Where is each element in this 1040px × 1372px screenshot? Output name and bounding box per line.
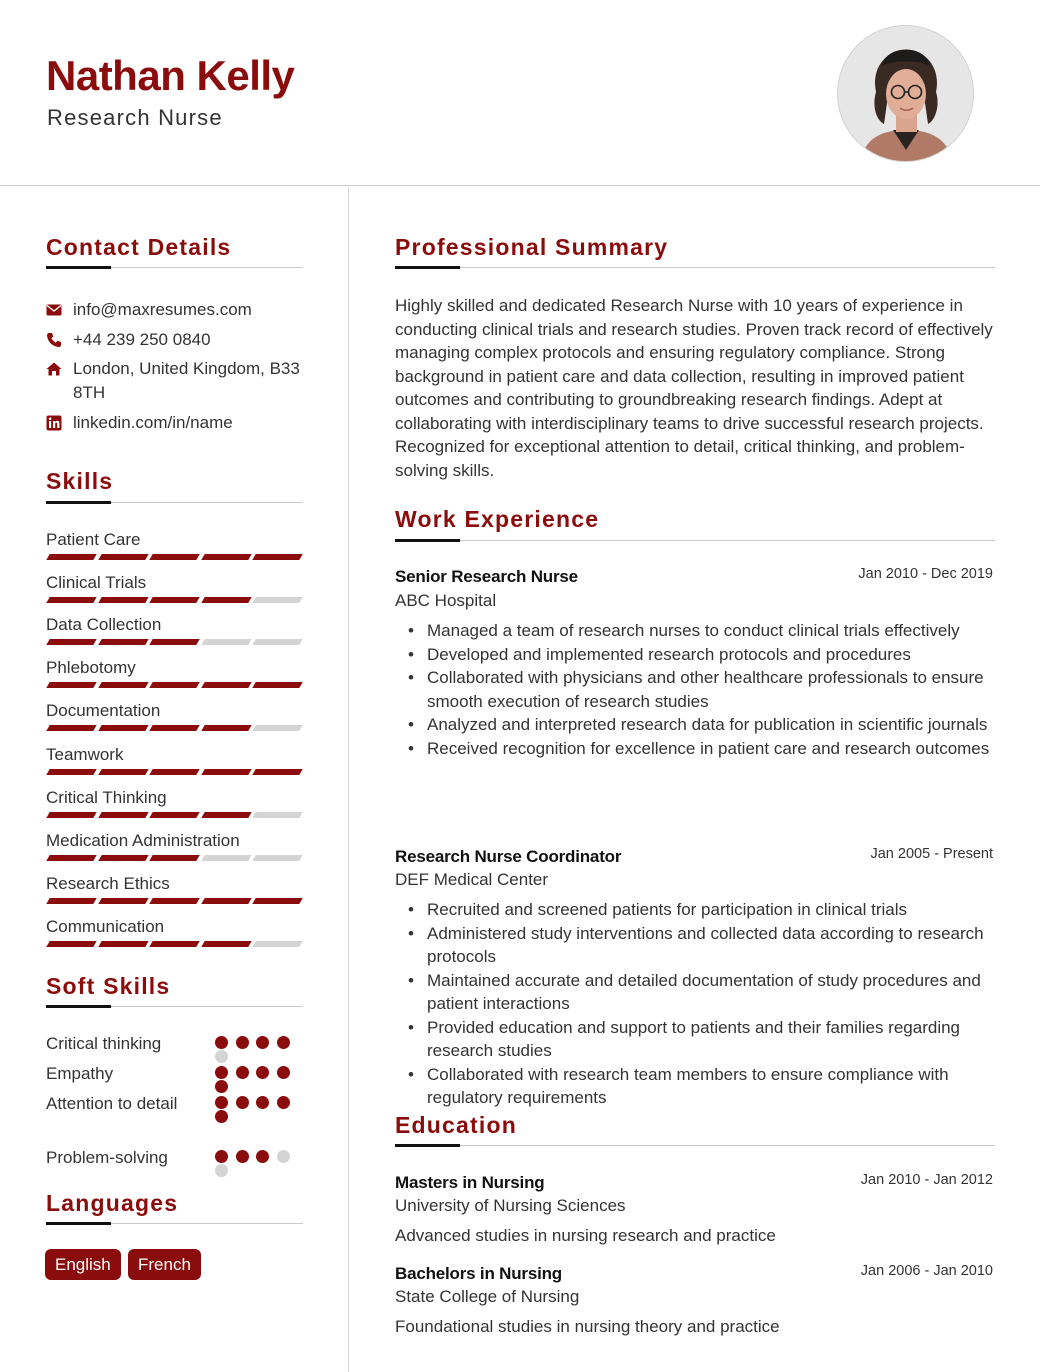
skill-bar-filled (149, 725, 199, 731)
contact-accent (46, 266, 111, 269)
rating-dot-filled (215, 1110, 228, 1123)
job-bullet: • Maintained accurate and detailed documentation of study procedures and patient interactions (395, 969, 995, 1016)
skill-bar-filled (98, 769, 148, 775)
phone-icon (46, 332, 62, 348)
skill-bar-filled (98, 898, 148, 904)
job-bullet: • Collaborated with research team members to ensure compliance with regulatory requirements (395, 1063, 995, 1110)
skill-bar-filled (98, 812, 148, 818)
skill-name: Teamwork (46, 745, 124, 764)
profile-photo (837, 25, 974, 162)
education-description: Advanced studies in nursing research and practice (395, 1226, 776, 1245)
skill-name: Documentation (46, 701, 161, 720)
rating-dot-empty (215, 1164, 228, 1177)
job-dates: Jan 2005 - Present (870, 846, 993, 862)
skill-bar-filled (201, 941, 251, 947)
skill-bar-filled (98, 941, 148, 947)
skill-bar-empty (201, 855, 251, 861)
skill-bar-filled (149, 554, 199, 560)
resume-header (0, 0, 1040, 186)
skill-bar-filled (98, 725, 148, 731)
contact-address: London, United Kingdom, B33 8TH (73, 359, 300, 402)
skill-bar-filled (46, 898, 96, 904)
contact-phone[interactable]: +44 239 250 0840 (73, 330, 211, 349)
skill-name: Data Collection (46, 615, 162, 634)
skill-bar-filled (46, 855, 96, 861)
summary-accent (395, 266, 460, 269)
education-dates: Jan 2010 - Jan 2012 (860, 1172, 993, 1188)
job-bullet: • Analyzed and interpreted research data for publication in scientific journals (395, 713, 995, 737)
job-bullet: • Administered study interventions and collected data according to research protocols (395, 922, 995, 969)
rating-dot-filled (256, 1096, 269, 1109)
rating-dot-filled (236, 1066, 249, 1079)
skill-bar-filled (201, 554, 251, 560)
job-bullet-list (395, 619, 995, 760)
skill-name: Communication (46, 917, 165, 936)
skills-title: Skills (46, 468, 114, 494)
skill-bar-filled (149, 682, 199, 688)
education-title: Education (395, 1112, 517, 1138)
skill-rating-bars (46, 855, 302, 861)
person-portrait-icon (838, 26, 974, 162)
skill-bar-filled (201, 725, 251, 731)
skill-rating-bars (46, 898, 302, 904)
skills-accent (46, 501, 111, 504)
soft-skill-name: Attention to detail (46, 1094, 178, 1113)
skill-rating-bars (46, 812, 302, 818)
job-bullet-list (395, 898, 995, 1110)
skill-bar-filled (149, 597, 199, 603)
job-title: Senior Research Nurse (395, 567, 578, 586)
skill-bar-filled (46, 941, 96, 947)
rating-dot-filled (215, 1080, 228, 1093)
experience-accent (395, 539, 460, 542)
languages-title: Languages (46, 1190, 179, 1216)
rating-dot-filled (215, 1036, 228, 1049)
job-bullet: • Developed and implemented research protocols and procedures (395, 643, 995, 667)
skill-item (46, 916, 302, 938)
skill-bar-filled (98, 639, 148, 645)
skill-bar-empty (252, 941, 302, 947)
skill-bar-empty (252, 725, 302, 731)
language-tag: French (128, 1249, 201, 1280)
skill-bar-filled (149, 639, 199, 645)
skill-bar-filled (149, 812, 199, 818)
rating-dot-filled (215, 1096, 228, 1109)
rating-dot-filled (215, 1066, 228, 1079)
rating-dot-filled (236, 1036, 249, 1049)
skill-item (46, 787, 302, 809)
education-divider (395, 1145, 995, 1146)
education-degree: Masters in Nursing (395, 1173, 545, 1192)
skill-rating-bars (46, 941, 302, 947)
skill-bar-filled (46, 812, 96, 818)
soft-skills-accent (46, 1005, 111, 1008)
skill-name: Phlebotomy (46, 658, 136, 677)
skill-rating-bars (46, 682, 302, 688)
summary-title: Professional Summary (395, 234, 669, 260)
skill-bar-filled (46, 725, 96, 731)
job-organization: DEF Medical Center (395, 870, 549, 889)
skill-item (46, 529, 302, 551)
skill-rating-bars (46, 554, 302, 560)
languages-accent (46, 1222, 111, 1225)
skill-item (46, 873, 302, 895)
skill-bar-filled (98, 554, 148, 560)
home-icon (46, 361, 62, 377)
experience-divider (395, 540, 995, 541)
rating-dot-filled (277, 1096, 290, 1109)
skill-bar-filled (252, 554, 302, 560)
rating-dot-filled (256, 1150, 269, 1163)
skill-bar-filled (98, 855, 148, 861)
education-school: State College of Nursing (395, 1287, 580, 1306)
skill-bar-empty (201, 639, 251, 645)
soft-skill-name: Empathy (46, 1064, 114, 1083)
skill-rating-bars (46, 639, 302, 645)
skill-name: Research Ethics (46, 874, 170, 893)
job-bullet: • Recruited and screened patients for participation in clinical trials (395, 898, 995, 922)
rating-dot-empty (215, 1050, 228, 1063)
candidate-name: Nathan Kelly (46, 52, 295, 99)
education-accent (395, 1144, 460, 1147)
education-description: Foundational studies in nursing theory and practice (395, 1317, 780, 1336)
skill-item (46, 657, 302, 679)
rating-dot-empty (277, 1150, 290, 1163)
skill-bar-filled (46, 769, 96, 775)
education-degree: Bachelors in Nursing (395, 1264, 562, 1283)
job-bullet: • Provided education and support to patients and their families regarding research studies (395, 1016, 995, 1063)
skill-bar-empty (252, 855, 302, 861)
column-divider (348, 187, 349, 1372)
skill-name: Clinical Trials (46, 573, 147, 592)
job-title: Research Nurse Coordinator (395, 847, 622, 866)
skill-bar-filled (46, 639, 96, 645)
skill-bar-filled (149, 898, 199, 904)
soft-skill-name: Problem-solving (46, 1148, 168, 1167)
rating-dot-filled (256, 1066, 269, 1079)
job-organization: ABC Hospital (395, 591, 497, 610)
skill-bar-filled (46, 597, 96, 603)
experience-title: Work Experience (395, 506, 600, 532)
skill-bar-filled (252, 898, 302, 904)
rating-dot-filled (215, 1150, 228, 1163)
soft-skill-name: Critical thinking (46, 1034, 162, 1053)
skill-name: Patient Care (46, 530, 141, 549)
skill-bar-filled (98, 597, 148, 603)
skill-name: Medication Administration (46, 831, 240, 850)
skill-rating-bars (46, 597, 302, 603)
soft-skills-title: Soft Skills (46, 973, 171, 999)
skill-item (46, 572, 302, 594)
skill-bar-filled (252, 682, 302, 688)
envelope-icon (46, 302, 62, 318)
skill-bar-filled (149, 855, 199, 861)
skill-bar-filled (201, 769, 251, 775)
skill-bar-filled (201, 812, 251, 818)
candidate-role: Research Nurse (47, 105, 223, 130)
skill-item (46, 830, 302, 852)
skill-name: Critical Thinking (46, 788, 167, 807)
skill-rating-bars (46, 725, 302, 731)
linkedin-icon (46, 415, 62, 431)
skill-bar-filled (201, 597, 251, 603)
skill-bar-filled (252, 769, 302, 775)
summary-divider (395, 267, 995, 268)
skill-item (46, 700, 302, 722)
contact-title: Contact Details (46, 234, 232, 260)
education-dates: Jan 2006 - Jan 2010 (860, 1263, 993, 1279)
language-tag: English (45, 1249, 121, 1280)
rating-dot-filled (236, 1096, 249, 1109)
job-bullet: • Received recognition for excellence in patient care and research outcomes (395, 737, 995, 761)
rating-dot-filled (256, 1036, 269, 1049)
skill-bar-empty (252, 597, 302, 603)
skill-bar-filled (46, 682, 96, 688)
skill-item (46, 614, 302, 636)
skill-bar-empty (252, 812, 302, 818)
skill-bar-filled (201, 898, 251, 904)
skill-bar-filled (149, 941, 199, 947)
skill-bar-filled (98, 682, 148, 688)
rating-dot-filled (277, 1036, 290, 1049)
skill-item (46, 744, 302, 766)
skill-bar-filled (201, 682, 251, 688)
job-bullet: • Managed a team of research nurses to conduct clinical trials effectively (395, 619, 995, 643)
skill-bar-filled (46, 554, 96, 560)
education-school: University of Nursing Sciences (395, 1196, 626, 1215)
contact-email[interactable]: info@maxresumes.com (73, 300, 252, 319)
job-dates: Jan 2010 - Dec 2019 (858, 566, 993, 582)
summary-text: Highly skilled and dedicated Research Nurse with 10 years of experience in conducting clinical trials and research studies. Proven track record of effectively managing complex protocols and ensuring regulatory compliance. Strong background in patient care and data collection, resulting in improved patient outcomes and contributing to groundbreaking research findings. Adept at collaborating with interdisciplinary teams to drive successful research projects. Recognized for exceptional attention to detail, critical thinking, and problem-solving skills. (395, 296, 993, 480)
contact-linkedin[interactable]: linkedin.com/in/name (73, 413, 233, 432)
rating-dot-filled (236, 1150, 249, 1163)
rating-dot-filled (277, 1066, 290, 1079)
skill-bar-empty (252, 639, 302, 645)
skill-bar-filled (149, 769, 199, 775)
job-bullet: • Collaborated with physicians and other healthcare professionals to ensure smooth execution of research studies (395, 666, 995, 713)
skill-rating-bars (46, 769, 302, 775)
